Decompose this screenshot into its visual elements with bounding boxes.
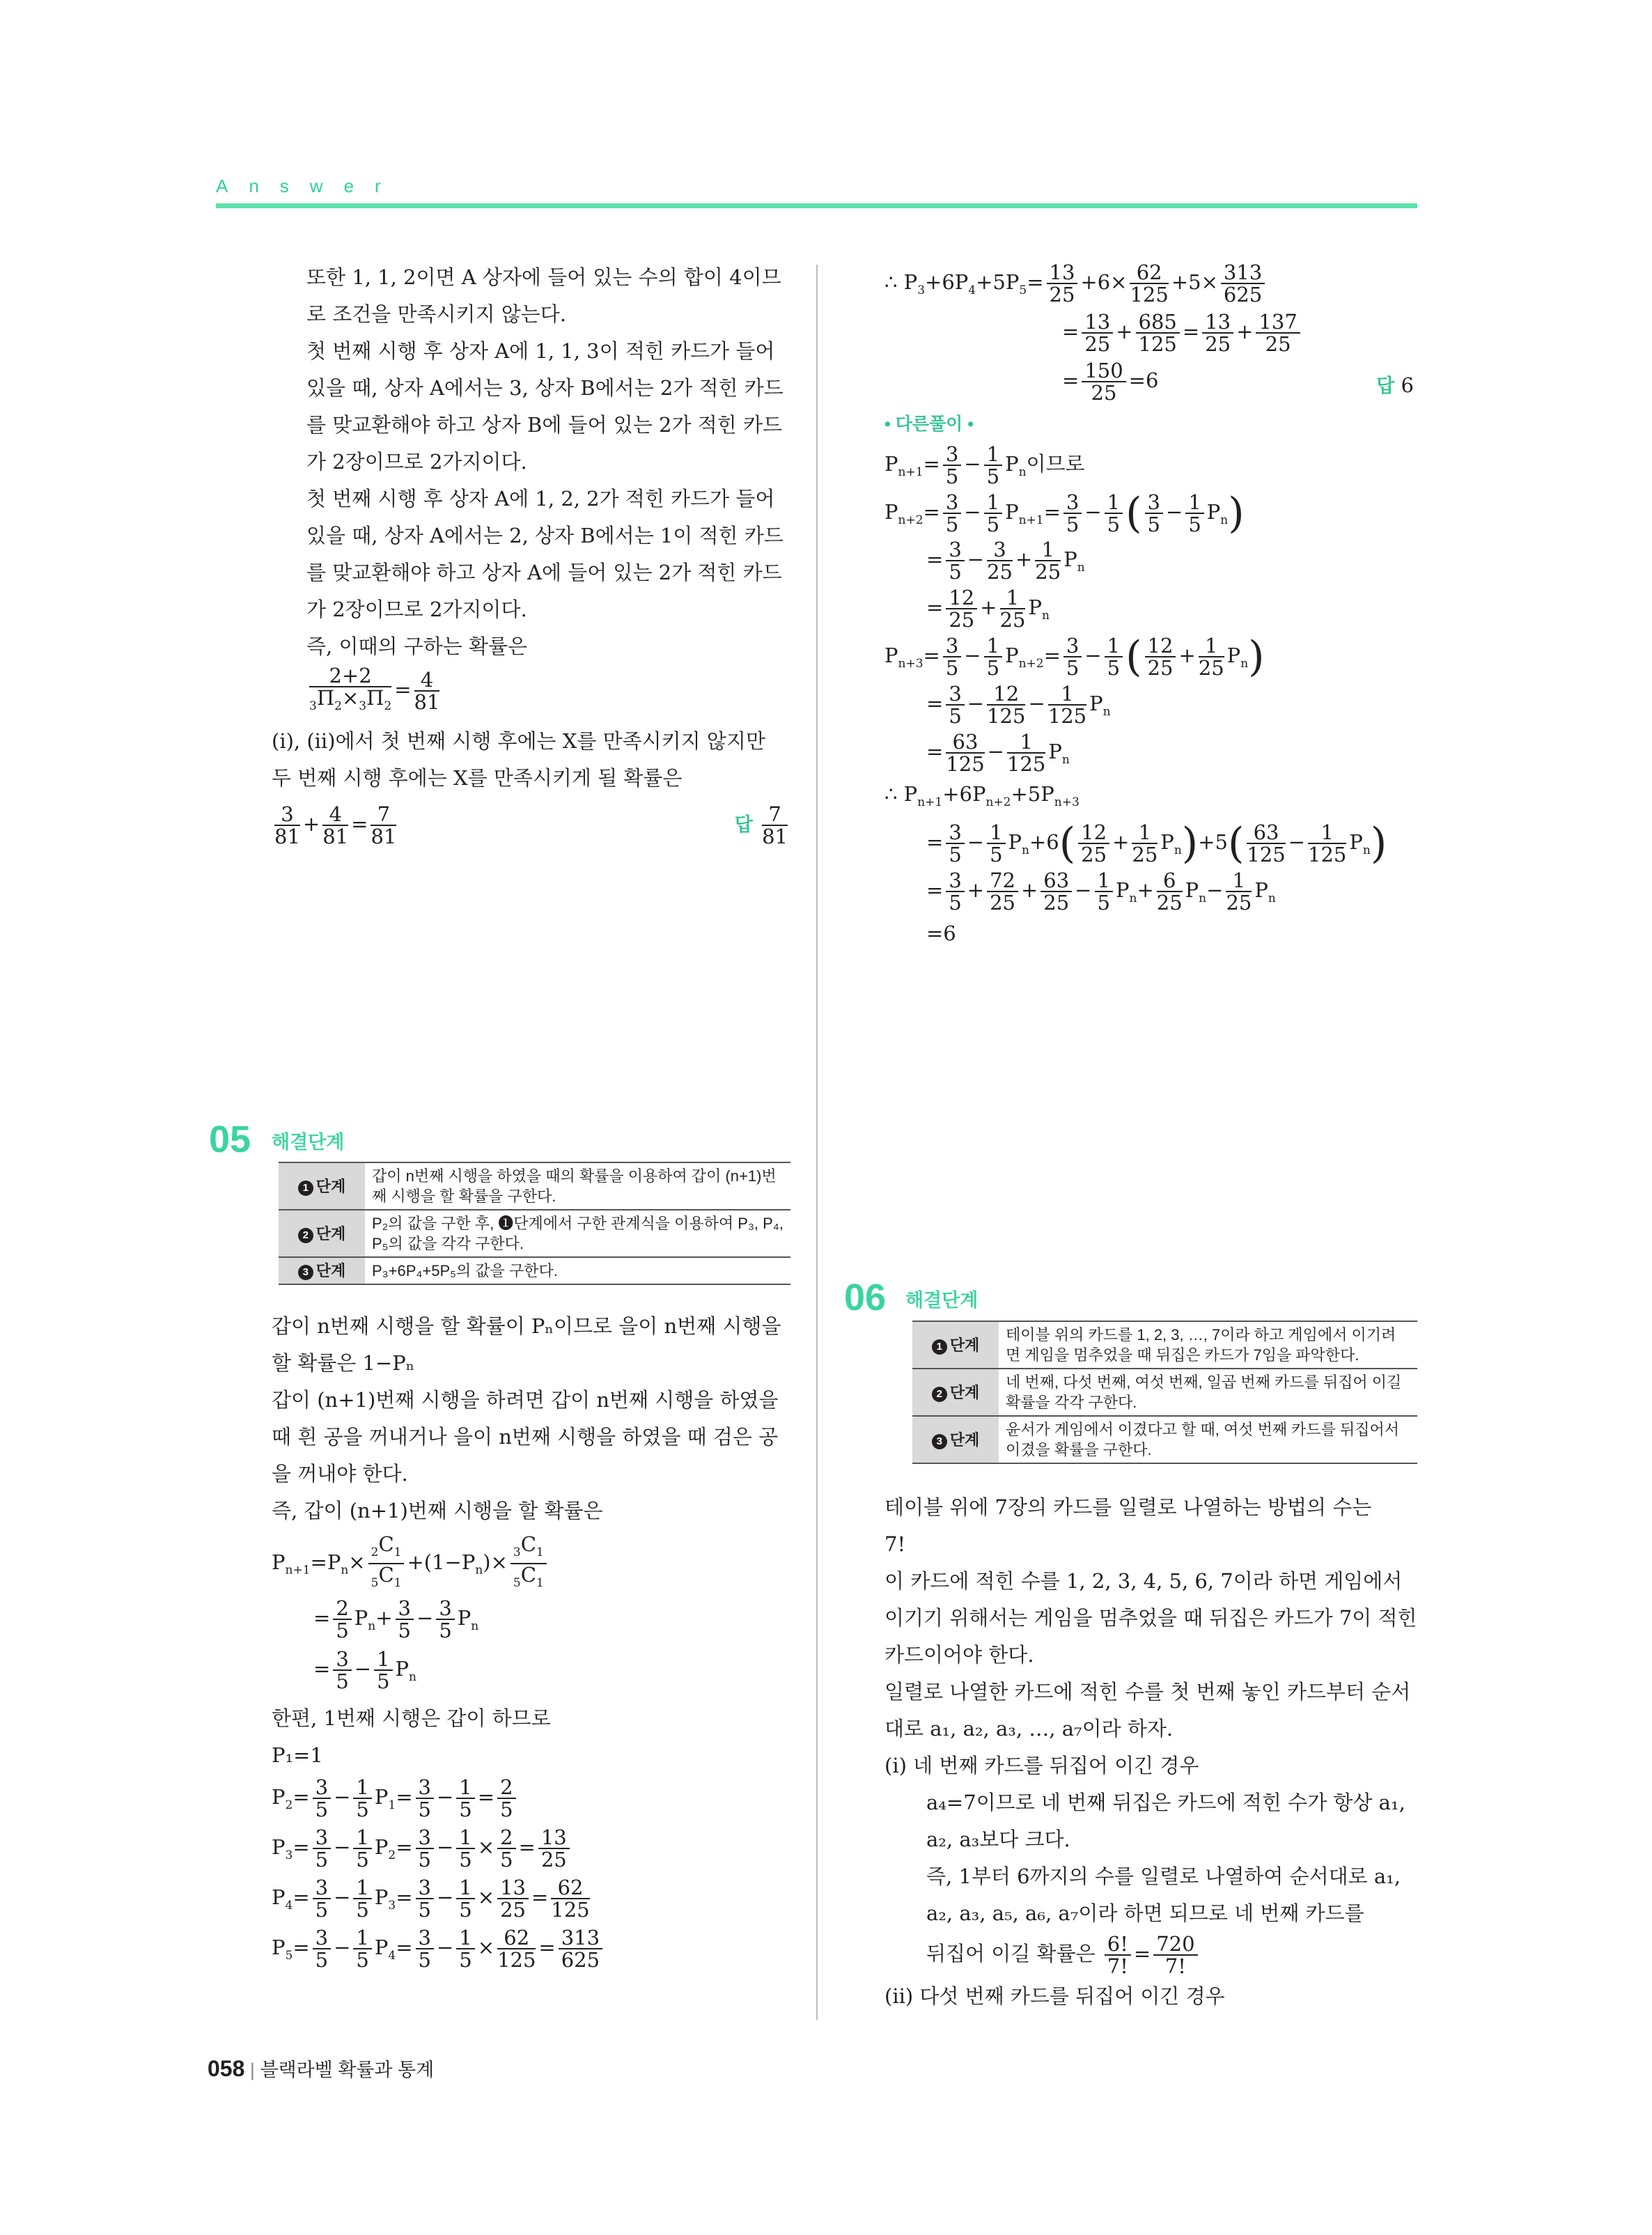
paragraph: P₁=1 bbox=[272, 1743, 323, 1768]
left-column-top bbox=[306, 259, 787, 717]
equation: =6 bbox=[926, 921, 956, 945]
equation: $P_{n+1}=$ $\frac{3}{5}$ − $\frac{1}{5}$ $P_n$이므로 bbox=[885, 442, 1085, 488]
page-number: 058 bbox=[208, 2056, 245, 2081]
equation: $P_2=$ $\frac{3}{5}$ − $\frac{1}{5}$ $P_1=$ $\frac{3}{5}$ − $\frac{1}{5}$ = $\frac{2}{5}$ bbox=[272, 1777, 790, 1824]
equation: = $\frac{3}{5}$ − $\frac{1}{5}$ $P_n$ bbox=[313, 1647, 416, 1694]
paragraph: 한편, 1번째 시행은 갑이 하므로 bbox=[272, 1706, 551, 1731]
page-footer: 058 | 블랙라벨 확률과 통계 bbox=[208, 2056, 435, 2081]
paragraph: 일렬로 나열한 카드에 적힌 수를 첫 번째 놓인 카드부터 순서대로 a₁, a₂, a₃, …, a₇이라 하자. bbox=[885, 1680, 1411, 1741]
paragraph: 테이블 위에 7장의 카드를 일렬로 나열하는 방법의 수는 bbox=[885, 1495, 1372, 1519]
left-column-cont bbox=[272, 723, 790, 847]
equation: $P_3=$ $\frac{3}{5}$ − $\frac{1}{5}$ $P_2=$ $\frac{3}{5}$ − $\frac{1}{5}$ × $\frac{2}{5}$ = $\frac{13}{25}$ bbox=[272, 1827, 790, 1874]
equation: = $\frac{12}{25}$ + $\frac{1}{25}$ $P_n$ bbox=[926, 586, 1050, 632]
answer-label: 답 bbox=[734, 814, 753, 835]
equation: = $\frac{63}{125}$ − $\frac{1}{125}$ $P_n$ bbox=[926, 729, 1070, 776]
equation: $P_{n+2}=$ $\frac{3}{5}$ − $\frac{1}{5}$ $P_{n+1}=$ $\frac{3}{5}$ − $\frac{1}{5}$ ( $\frac{3}{5}$ − $\frac{1}{5}$ $P_n$) bbox=[885, 488, 1245, 538]
paragraph: (ⅱ) 다섯 번째 카드를 뒤집어 이긴 경우 bbox=[885, 1984, 1225, 2008]
solution-steps-table bbox=[912, 1321, 1417, 1464]
step-row: 1 단계 테이블 위의 카드를 1, 2, 3, …, 7이라 하고 게임에서 이기려면 게임을 멈추었을 때 뒤집은 카드가 7임을 파악한다. bbox=[912, 1321, 1417, 1369]
equation: = $\frac{150}{25}$ =6 답 6 bbox=[1062, 358, 1414, 405]
equation: $P_{n+3}=$ $\frac{3}{5}$ − $\frac{1}{5}$ $P_{n+2}=$ $\frac{3}{5}$ − $\frac{1}{5}$ ( $\frac{12}{25}$ + $\frac{1}{25}$ $P_n$) bbox=[885, 632, 1265, 681]
paragraph: 7! bbox=[885, 1532, 906, 1556]
equation: $\frac{3}{81}$ + $\frac{4}{81}$ = $\frac{7}{81}$ 답 $\frac{7}{81}$ bbox=[274, 802, 788, 848]
solution-steps-table bbox=[279, 1162, 790, 1285]
step-row: 1 단계 갑이 n번째 시행을 하였을 때의 확률을 이용하여 갑이 (n+1)번째 시행을 할 확률을 구한다. bbox=[279, 1162, 790, 1210]
problem-number: 06 bbox=[844, 1277, 887, 1318]
section-title: 해결단계 bbox=[905, 1290, 979, 1311]
paragraph: 즉, 이때의 구하는 확률은 bbox=[306, 634, 528, 658]
equation: = $\frac{13}{25}$ + $\frac{685}{125}$ = $\frac{13}{25}$ + $\frac{137}{25}$ bbox=[885, 311, 1414, 355]
step-row: 3 단계 윤서가 게임에서 이겼다고 할 때, 여섯 번째 카드를 뒤집어서 이겼을 확률을 구한다. bbox=[912, 1416, 1417, 1463]
equation: ∴ $P_3+6P_4+5P_5=$ $\frac{13}{25}$ +6× $\frac{62}{125}$ +5× $\frac{313}{625}$ bbox=[885, 262, 1414, 306]
right-column bbox=[885, 259, 1414, 953]
sec06-body bbox=[885, 1489, 1417, 2015]
step-row: 2 단계 네 번째, 다섯 번째, 여섯 번째, 일곱 번째 카드를 뒤집어 이길 확률을 각각 구한다. bbox=[912, 1369, 1417, 1416]
sec05-body bbox=[272, 1308, 790, 1977]
equation: $\frac{2+2}{_3\Pi_2\times_3\Pi_2}$ = $\frac{4}{81}$ bbox=[309, 664, 440, 714]
equation: = $\frac{3}{5}$ + $\frac{72}{25}$ + $\frac{63}{25}$ − $\frac{1}{5}$ $P_n+$ $\frac{6}{25}$ $P_n-$ $\frac{1}{25}$ $P_n$ bbox=[926, 868, 1276, 914]
book-title: 블랙라벨 확률과 통계 bbox=[260, 2059, 435, 2080]
paragraph: 또한 1, 1, 2이면 A 상자에 들어 있는 수의 합이 4이므로 조건을 만족시키지 않는다. bbox=[306, 265, 781, 326]
paragraph: (ⅰ), (ⅱ)에서 첫 번째 시행 후에는 X를 만족시키지 않지만 두 번째 시행 후에는 X를 만족시키게 될 확률은 bbox=[272, 729, 765, 790]
equation: 뒤집어 이길 확률은 $\frac{6!}{7!}$ = $\frac{720}{7!}$ bbox=[885, 1933, 1417, 1977]
step-row: 2 단계 P₂의 값을 구한 후, ❶단계에서 구한 관계식을 이용하여 P₃, P₄, P₅의 값을 각각 구한다. bbox=[279, 1210, 790, 1257]
equation: ∴ $P_{n+1}+6P_{n+2}+5P_{n+3}$ bbox=[885, 782, 1080, 810]
equation: = $\frac{3}{5}$ − $\frac{3}{25}$ + $\frac{1}{25}$ $P_n$ bbox=[926, 538, 1085, 584]
equation: $P_5=$ $\frac{3}{5}$ − $\frac{1}{5}$ $P_4=$ $\frac{3}{5}$ − $\frac{1}{5}$ × $\frac{62}{125}$ = $\frac{313}{625}$ bbox=[272, 1927, 790, 1975]
answer-label: 답 bbox=[1376, 375, 1395, 396]
step-row: 3 단계 P₃+6P₄+5P₅의 값을 구한다. bbox=[279, 1257, 790, 1284]
paragraph: 첫 번째 시행 후 상자 A에 1, 1, 3이 적힌 카드가 들어 있을 때, 상자 A에서는 3, 상자 B에서는 2가 적힌 카드를 맞교환해야 하고 상자 B에 들어 있는 2가 적힌 카드가 2장이므로 2가지이다. bbox=[306, 339, 784, 474]
equation: = $\frac{3}{5}$ − $\frac{12}{125}$ − $\frac{1}{125}$ $P_n$ bbox=[926, 681, 1111, 728]
answer-value: 6 bbox=[1401, 373, 1414, 397]
paragraph: 갑이 (n+1)번째 시행을 하려면 갑이 n번째 시행을 하였을 때 흰 공을 꺼내거나 을이 n번째 시행을 하였을 때 검은 공을 꺼내야 한다. bbox=[272, 1388, 779, 1486]
paragraph: 즉, 갑이 (n+1)번째 시행을 할 확률은 bbox=[272, 1499, 603, 1523]
problem-number: 05 bbox=[209, 1119, 251, 1160]
section-title: 해결단계 bbox=[272, 1132, 345, 1153]
equation: $P_4=$ $\frac{3}{5}$ − $\frac{1}{5}$ $P_3=$ $\frac{3}{5}$ − $\frac{1}{5}$ × $\frac{13}{25}$ = $\frac{62}{125}$ bbox=[272, 1875, 590, 1922]
paragraph: 갑이 n번째 시행을 할 확률이 Pₙ이므로 을이 n번째 시행을 할 확률은 1−Pₙ bbox=[272, 1314, 781, 1375]
equation: $P_{n+1}=P_n\times$ $\frac{_2C_1}{_5C_1}$ $+(1-P_n)\times$ $\frac{_3C_1}{_5C_1}$ bbox=[272, 1534, 790, 1594]
paragraph: 이 카드에 적힌 수를 1, 2, 3, 4, 5, 6, 7이라 하면 게임에서 이기기 위해서는 게임을 멈추었을 때 뒤집은 카드가 7이 적힌 카드이어야 한다. bbox=[885, 1569, 1417, 1667]
equation: = $\frac{2}{5}$ $P_n+$ $\frac{3}{5}$ − $\frac{3}{5}$ $P_n$ bbox=[313, 1596, 479, 1642]
paragraph: 첫 번째 시행 후 상자 A에 1, 2, 2가 적힌 카드가 들어 있을 때, 상자 A에서는 2, 상자 B에서는 1이 적힌 카드를 맞교환해야 하고 상자 A에 들어 있는 2가 적힌 카드가 2장이므로 2가지이다. bbox=[306, 487, 784, 621]
paragraph: (ⅰ) 네 번째 카드를 뒤집어 이긴 경우 bbox=[885, 1754, 1199, 1777]
equation: = $\frac{3}{5}$ − $\frac{1}{5}$ $P_n+6$( $\frac{12}{25}$ + $\frac{1}{25}$ $P_n)+5$( $\frac{63}{125}$ − $\frac{1}{125}$ $P_n$) bbox=[926, 819, 1387, 869]
column-divider bbox=[816, 265, 818, 2020]
answer-header: Answer bbox=[216, 176, 402, 196]
paragraph: a₄=7이므로 네 번째 뒤집은 카드에 적힌 수가 항상 a₁, a₂, a₃보다 크다. bbox=[926, 1791, 1405, 1851]
header-rule bbox=[216, 203, 1417, 208]
alternative-solution-label: • 다른풀이 • bbox=[885, 414, 974, 434]
paragraph: 즉, 1부터 6까지의 수를 일렬로 나열하여 순서대로 a₁, a₂, a₃, a₅, a₆, a₇이라 하면 되므로 네 번째 카드를 bbox=[926, 1864, 1401, 1925]
